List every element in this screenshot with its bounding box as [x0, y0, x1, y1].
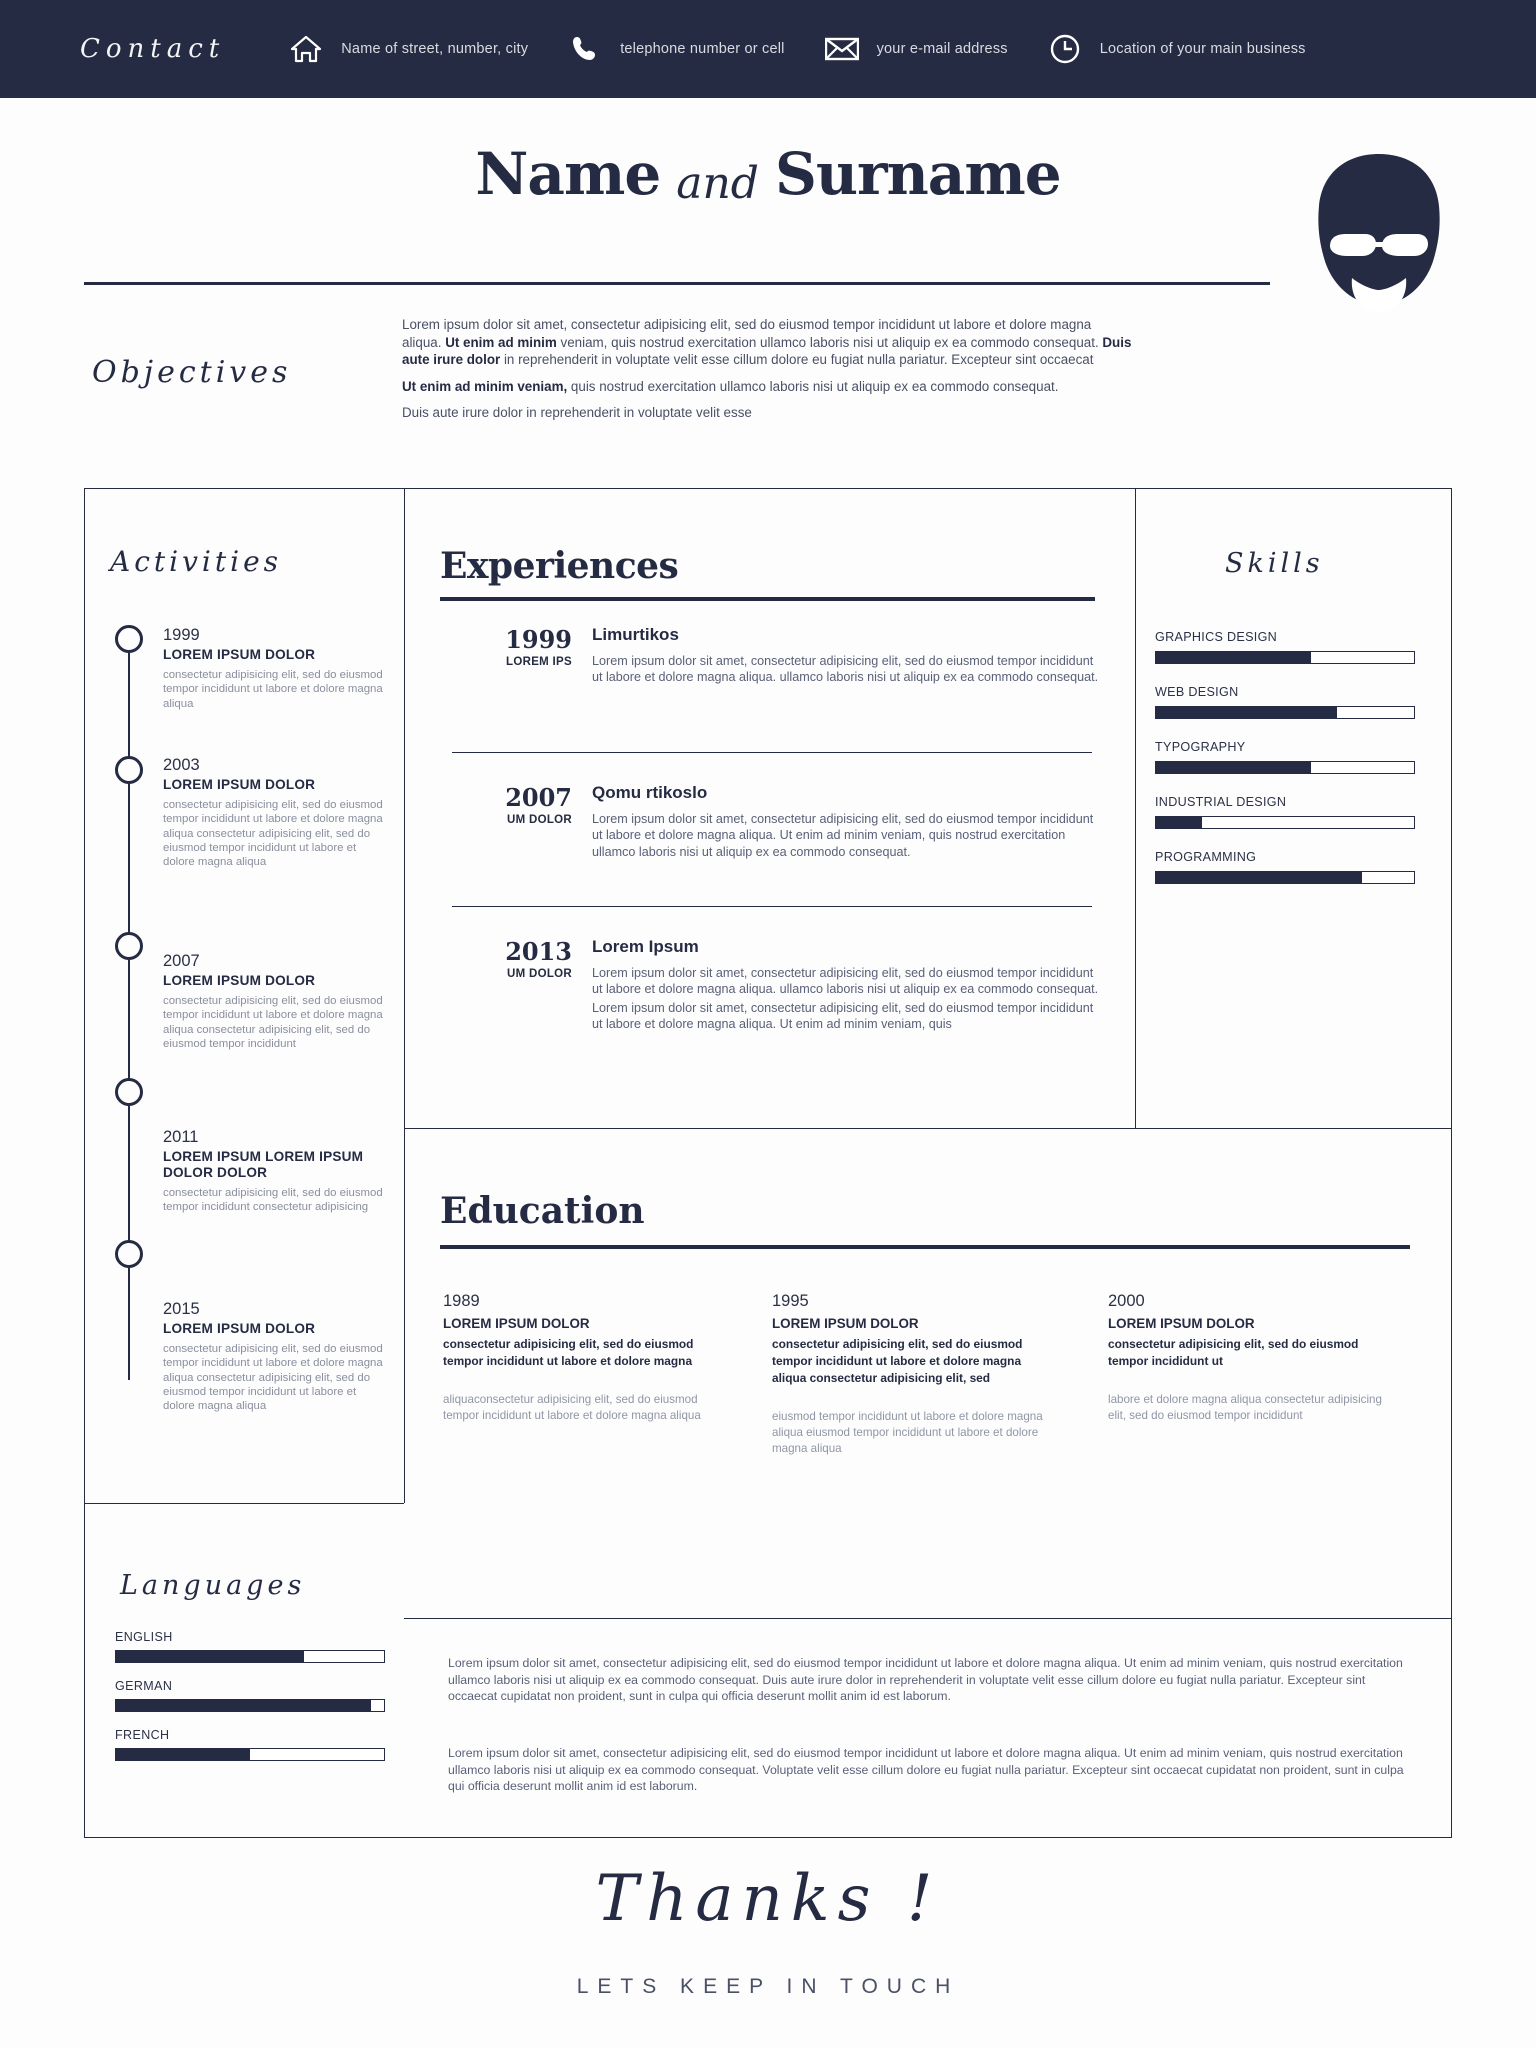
- activity-item: [163, 952, 388, 1051]
- objectives-p2a: Ut enim ad minim veniam,: [402, 378, 568, 394]
- education-year: 1995: [772, 1292, 809, 1310]
- header-divider: [84, 282, 1270, 285]
- contact-email-text: your e-mail address: [876, 41, 1008, 57]
- activity-body: consectetur adipisicing elit, sed do eiusmod tempor incididunt ut labore et dolore magna aliqua consectetur adipisicing elit, sed do eiusmod tempor incididunt ut labore et dolore magna aliqua: [163, 1343, 383, 1413]
- skill-item: [1155, 685, 1415, 719]
- skill-name: TYPOGRAPHY: [1155, 740, 1246, 754]
- education-title: Education: [440, 1190, 645, 1232]
- experience-item: [440, 937, 1100, 1035]
- activity-heading: LOREM IPSUM DOLOR: [163, 1321, 316, 1336]
- education-heading: LOREM IPSUM DOLOR: [1108, 1316, 1255, 1331]
- objectives-p1c: veniam, quis nostrud exercitation ullamco laboris nisi ut aliquip ex ea commodo consequat.: [556, 334, 1103, 350]
- education-year: 1989: [443, 1292, 480, 1310]
- experience-subtitle: UM DOLOR: [506, 968, 572, 980]
- activity-body: consectetur adipisicing elit, sed do eiusmod tempor incididunt consectetur adipisicing: [163, 1187, 383, 1214]
- education-column: [772, 1292, 1052, 1457]
- skill-level-bar: [1155, 761, 1415, 774]
- skill-item: [1155, 850, 1415, 884]
- divider-activities-languages: [84, 1503, 404, 1504]
- contact-location[interactable]: [1044, 32, 1306, 66]
- skill-item: [1155, 630, 1415, 664]
- experience-subtitle: LOREM IPS: [506, 656, 572, 668]
- contact-location-text: Location of your main business: [1099, 41, 1306, 57]
- name-connector: and: [676, 158, 759, 209]
- experience-paragraph: Lorem ipsum dolor sit amet, consectetur adipisicing elit, sed do eiusmod tempor incididunt ut labore et dolore magna aliqua. Ut enim ad minim veniam, quis: [592, 1000, 1094, 1032]
- language-item: [115, 1728, 385, 1761]
- contact-bar: [0, 0, 1536, 98]
- skill-level-bar: [1155, 651, 1415, 664]
- activity-year: 2015: [163, 1300, 200, 1318]
- experiences-underline: [440, 597, 1095, 601]
- experience-item: [440, 783, 1100, 862]
- education-heading: LOREM IPSUM DOLOR: [772, 1316, 919, 1331]
- education-body: aliquaconsectetur adipisicing elit, sed do eiusmod tempor incididunt ut labore et dolore magna aliqua: [443, 1393, 701, 1422]
- contact-phone-text: telephone number or cell: [620, 41, 785, 57]
- experience-paragraph: Lorem ipsum dolor sit amet, consectetur adipisicing elit, sed do eiusmod tempor incididunt ut labore et dolore magna aliqua. ullamco laboris nisi ut aliquip ex ea commodo consequat.: [592, 966, 1099, 997]
- education-body: eiusmod tempor incididunt ut labore et dolore magna aliqua eiusmod tempor incididunt ut labore et dolore magna aliqua: [772, 1410, 1043, 1455]
- location-icon: [1044, 32, 1086, 66]
- experience-date: [440, 625, 572, 668]
- activity-year: 2007: [163, 952, 200, 970]
- education-year: 2000: [1108, 1292, 1145, 1310]
- envelope-icon: [821, 32, 863, 66]
- experience-heading: Lorem Ipsum: [592, 937, 699, 956]
- contact-phone[interactable]: [564, 32, 784, 66]
- languages-list: [115, 1630, 385, 1777]
- education-heading: LOREM IPSUM DOLOR: [443, 1316, 590, 1331]
- footer-tagline: LETS KEEP IN TOUCH: [576, 1975, 960, 1998]
- objectives-p1e: in reprehenderit in voluptate velit esse cillum dolore eu fugiat nulla pariatur. Excepteur sint occaecat: [500, 352, 1094, 367]
- first-name: Name: [475, 140, 661, 208]
- skill-name: WEB DESIGN: [1155, 685, 1239, 699]
- education-column: [443, 1292, 723, 1424]
- experience-year: 2007: [505, 783, 572, 812]
- activity-body: consectetur adipisicing elit, sed do eiusmod tempor incididunt ut labore et dolore magna aliqua: [163, 669, 383, 710]
- activity-heading: LOREM IPSUM DOLOR: [163, 973, 316, 988]
- divider-bottom: [404, 1618, 1452, 1619]
- objectives-text: [402, 316, 1132, 422]
- language-name: FRENCH: [115, 1728, 170, 1742]
- skill-name: PROGRAMMING: [1155, 850, 1257, 864]
- language-level-bar: [115, 1748, 385, 1761]
- education-subtext: consectetur adipisicing elit, sed do eiusmod tempor incididunt ut: [1108, 1337, 1359, 1368]
- activity-body: consectetur adipisicing elit, sed do eiusmod tempor incididunt ut labore et dolore magna aliqua consectetur adipisicing elit, sed do eiusmod tempor incididunt ut labore et dolore magna aliqua: [163, 799, 383, 869]
- activity-item: [163, 756, 388, 869]
- timeline-dot: [115, 1078, 143, 1106]
- experience-date: [440, 937, 572, 980]
- skills-title: Skills: [1225, 548, 1324, 579]
- experience-heading: Qomu rtikoslo: [592, 783, 708, 802]
- skill-level-bar: [1155, 871, 1415, 884]
- experience-body: [592, 937, 1100, 1033]
- objectives-p1b: Ut enim ad minim: [445, 334, 557, 350]
- skill-item: [1155, 740, 1415, 774]
- experience-body: [592, 625, 1100, 686]
- activity-heading: LOREM IPSUM DOLOR: [163, 777, 316, 792]
- timeline-dot: [115, 756, 143, 784]
- objectives-p1a: Lorem ipsum dolor sit amet, consectetur adipisicing elit, sed do eiusmod tempor incididunt ut labore et dolore magna aliqua.: [402, 317, 1092, 350]
- last-name: Surname: [774, 140, 1061, 208]
- activity-item: [163, 626, 388, 711]
- skill-name: GRAPHICS DESIGN: [1155, 630, 1278, 644]
- thanks-heading: Thanks !: [595, 1862, 941, 1936]
- skill-level-bar: [1155, 706, 1415, 719]
- contact-address-text: Name of street, number, city: [341, 41, 529, 57]
- experience-year: 1999: [505, 625, 572, 654]
- experience-paragraph: Lorem ipsum dolor sit amet, consectetur adipisicing elit, sed do eiusmod tempor incididunt ut labore et dolore magna aliqua. Ut enim ad minim veniam, quis nostrud exercitation ullamco laboris nisi ut aliquip ex ea commodo consequat.: [592, 812, 1094, 859]
- objectives-p1d: Duis aute irure dolor: [402, 334, 1132, 367]
- skill-item: [1155, 795, 1415, 829]
- education-subtext: consectetur adipisicing elit, sed do eiusmod tempor incididunt ut labore et dolore magna aliqua consectetur adipisicing elit, sed: [772, 1337, 1023, 1385]
- avatar: [1290, 150, 1468, 360]
- skills-list: [1155, 630, 1415, 905]
- objectives-p3: Duis aute irure dolor in reprehenderit in voluptate velit esse: [402, 405, 752, 420]
- experience-body: [592, 783, 1100, 860]
- divider-right-column: [1135, 488, 1136, 1128]
- activity-heading: LOREM IPSUM DOLOR: [163, 647, 316, 662]
- contact-address[interactable]: [285, 32, 528, 66]
- divider-left-column: [404, 488, 405, 1503]
- activity-year: 1999: [163, 626, 200, 644]
- language-item: [115, 1630, 385, 1663]
- experience-subtitle: UM DOLOR: [506, 814, 572, 826]
- activity-body: consectetur adipisicing elit, sed do eiusmod tempor incididunt ut labore et dolore magna aliqua consectetur adipisicing elit, sed do eiusmod tempor incididunt: [163, 995, 383, 1050]
- contact-label: Contact: [80, 34, 226, 64]
- language-level-bar: [115, 1650, 385, 1663]
- languages-title: Languages: [120, 1570, 306, 1601]
- activity-year: 2011: [163, 1128, 199, 1146]
- language-name: ENGLISH: [115, 1630, 173, 1644]
- experiences-title: Experiences: [440, 545, 679, 587]
- experience-year: 2013: [505, 937, 572, 966]
- skill-name: INDUSTRIAL DESIGN: [1155, 795, 1287, 809]
- experience-paragraph: Lorem ipsum dolor sit amet, consectetur adipisicing elit, sed do eiusmod tempor incididunt ut labore et dolore magna aliqua. ullamco laboris nisi ut aliquip ex ea commodo consequat.: [592, 654, 1099, 685]
- divider-education: [404, 1128, 1452, 1129]
- contact-email[interactable]: [821, 32, 1008, 66]
- language-level-bar: [115, 1699, 385, 1712]
- activity-item: [163, 1128, 388, 1215]
- timeline-line: [128, 640, 130, 1380]
- activity-item: [163, 1300, 388, 1413]
- summary-paragraph-2: Lorem ipsum dolor sit amet, consectetur adipisicing elit, sed do eiusmod tempor incididunt ut labore et dolore magna aliqua. Ut enim ad minim veniam, quis nostrud exercitation ullamco laboris nisi ut aliquip ex ea commodo consequat. Voluptate velit esse cillum dolore eu fugiat nulla pariatur. Excepteur sint occaecat cupidatat non proident, sunt in culpa qui officia deserunt mollit anim id est laborum.: [448, 1746, 1404, 1794]
- activities-title: Activities: [110, 545, 283, 578]
- activity-heading: LOREM IPSUM LOREM IPSUM DOLOR DOLOR: [163, 1149, 364, 1180]
- language-name: GERMAN: [115, 1679, 173, 1693]
- experience-date: [440, 783, 572, 826]
- timeline-dot: [115, 625, 143, 653]
- summary-paragraph-1: Lorem ipsum dolor sit amet, consectetur adipisicing elit, sed do eiusmod tempor incididunt ut labore et dolore magna aliqua. Ut enim ad minim veniam, quis nostrud exercitation ullamco laboris nisi ut aliquip ex ea commodo consequat. Duis aute irure dolor in reprehenderit in voluptate velit esse cillum dolore eu fugiat nulla pariatur. Excepteur sint occaecat cupidatat non proident, sunt in culpa qui officia deserunt mollit anim id est laborum.: [448, 1656, 1403, 1704]
- experience-divider: [452, 906, 1092, 907]
- activity-year: 2003: [163, 756, 200, 774]
- timeline-dot: [115, 932, 143, 960]
- objectives-title: Objectives: [92, 355, 292, 390]
- education-body: labore et dolore magna aliqua consectetur adipisicing elit, sed do eiusmod tempor incididunt: [1108, 1393, 1382, 1422]
- language-item: [115, 1679, 385, 1712]
- experience-item: [440, 625, 1100, 688]
- timeline-dot: [115, 1240, 143, 1268]
- phone-icon: [564, 32, 606, 66]
- education-subtext: consectetur adipisicing elit, sed do eiusmod tempor incididunt ut labore et dolore magna: [443, 1337, 694, 1368]
- education-underline: [440, 1245, 1410, 1249]
- experience-divider: [452, 752, 1092, 753]
- experience-heading: Limurtikos: [592, 625, 679, 644]
- education-column: [1108, 1292, 1388, 1424]
- objectives-p2b: quis nostrud exercitation ullamco laboris nisi ut aliquip ex ea commodo consequat.: [567, 378, 1059, 394]
- skill-level-bar: [1155, 816, 1415, 829]
- home-icon: [285, 32, 327, 66]
